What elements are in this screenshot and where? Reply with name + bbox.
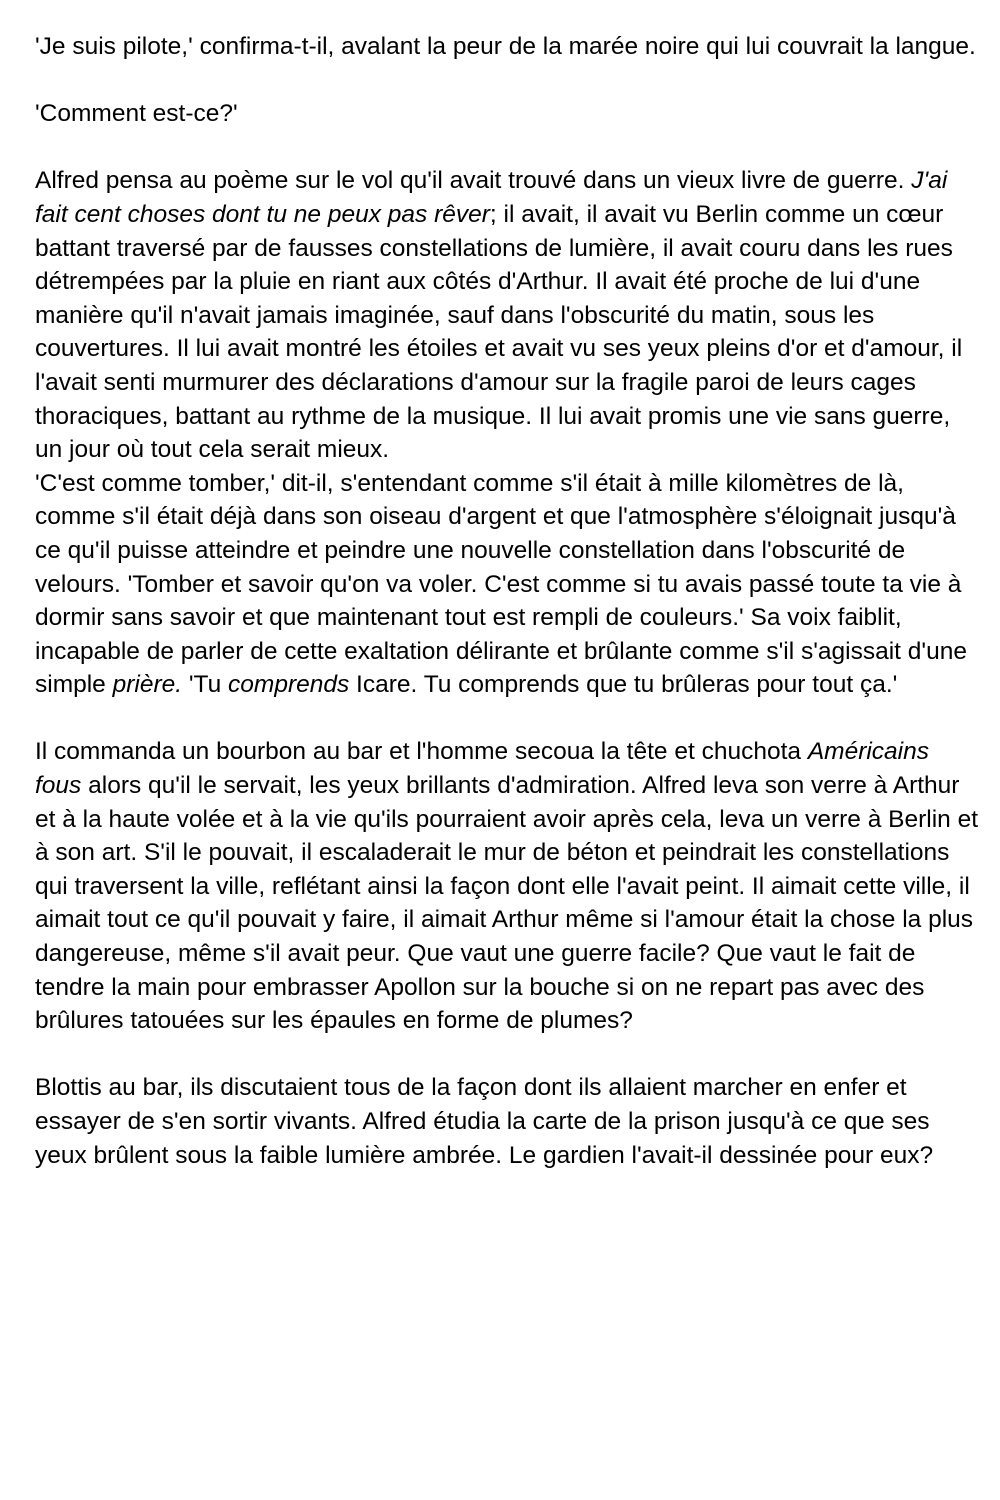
italic-text: prière.: [112, 671, 183, 699]
paragraph-gap: [35, 702, 980, 736]
paragraph-gap: [35, 64, 980, 98]
paragraph-gap: [35, 1038, 980, 1072]
text-run: 'C'est comme tomber,' dit-il, s'entendant comme s'il était à mille kilomètres de là, comme s'il était déjà dans son oiseau d'argent et que l'atmosphère s'éloignait jusqu'à ce qu'il puisse atteindre et peindre une nouvelle constellation dans l'obscurité de velours. 'Tomber et savoir qu'on va voler. C'est comme si tu avais passé toute ta vie à dormir sans savoir et que maintenant tout est rempli de couleurs.' Sa voix faiblit, incapable de parler de cette exaltation délirante et brûlante comme s'il s'agissait d'une simple: [35, 469, 967, 699]
italic-text: Américains fous: [35, 738, 930, 800]
paragraph-map: Blottis au bar, ils discutaient tous de la façon dont ils allaient marcher en enfer et essayer de s'en sortir vivants. Alfred étudia la carte de la prison jusqu'à ce que ses yeux brûlent sous la faible lumière ambrée. Le gardien l'avait-il dessinée pour eux?: [35, 1074, 934, 1169]
text-run: alors qu'il le servait, les yeux brillants d'admiration. Alfred leva son verre à Arthur et à la haute volée et à la vie qu'ils pourraient avoir après cela, leva un verre à Berlin et à son art. S'il le pouvait, il escaladerait le mur de béton et peindrait les constellations qui traversent la ville, reflétant ainsi la façon dont elle l'avait peint. Il aimait cette ville, il aimait tout ce qu'il pouvait y faire, il aimait Arthur même si l'amour était la chose la plus dangereuse, même s'il avait peur. Que vaut une guerre facile? Que vaut le fait de tendre la main pour embrasser Apollon sur la bouche si on ne repart pas avec des brûlures tatouées sur les épaules en forme de plumes?: [35, 772, 979, 1035]
paragraph-question: 'Comment est-ce?': [35, 100, 238, 128]
italic-text: comprends: [228, 671, 350, 699]
paragraph-bourbon: [35, 735, 980, 1037]
document-body: [35, 30, 980, 1172]
text-run: 'Tu: [182, 671, 229, 699]
paragraph-pilot: 'Je suis pilote,' confirma-t-il, avalant la peur de la marée noire qui lui couvrait la langue.: [35, 33, 976, 60]
italic-text: J'ai fait cent choses dont tu ne peux pas rêver: [35, 167, 948, 228]
text-run: ; il avait, il avait vu Berlin comme un cœur battant traversé par de fausses constellations de lumière, il avait couru dans les rues détrempées par la pluie en riant aux côtés d'Arthur. Il avait été proche de lui d'une manière qu'il n'avait jamais imaginée, sauf dans l'obscurité du matin, sous les couvertures. Il lui avait montré les étoiles et avait vu ses yeux pleins d'or et d'amour, il l'avait senti murmurer des déclarations d'amour sur la fragile paroi de leurs cages thoraciques, battant au rythme de la musique. Il lui avait promis une vie sans guerre, un jour où tout cela serait mieux.: [35, 200, 963, 464]
text-run: Icare. Tu comprends que tu brûleras pour tout ça.': [349, 671, 898, 699]
paragraph-gap: [35, 131, 980, 165]
paragraph-falling: [35, 467, 980, 702]
paragraph-poem: [35, 164, 980, 466]
text-run: Alfred pensa au poème sur le vol qu'il avait trouvé dans un vieux livre de guerre.: [35, 167, 912, 195]
text-run: Il commanda un bourbon au bar et l'homme secoua la tête et chuchota: [35, 738, 808, 766]
